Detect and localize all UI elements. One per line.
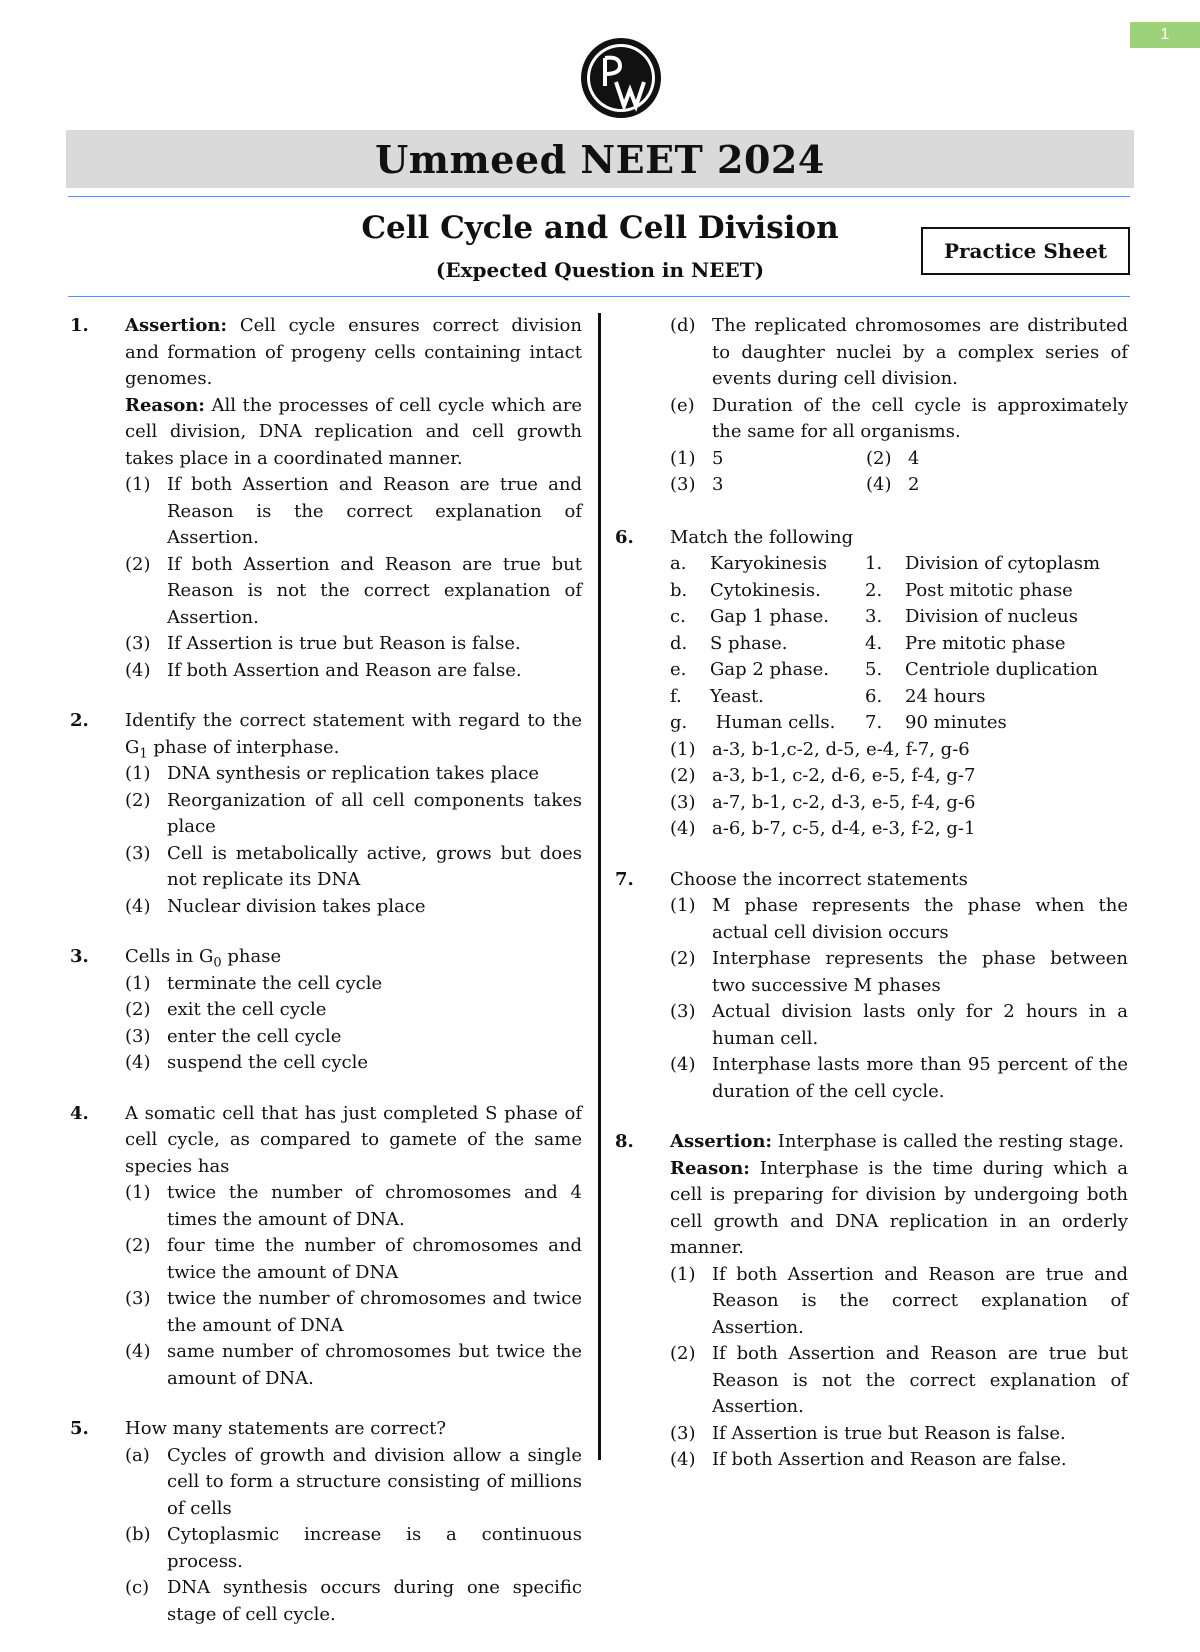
option[interactable]: (1) If both Assertion and Reason are true and Reason is the correct explanation of Assertion. [670,1263,1128,1338]
question-number: 5. [70,1418,89,1439]
option[interactable]: (2) If both Assertion and Reason are true but Reason is not the correct explanation of Assertion. [670,1343,1128,1417]
option[interactable]: (3) Cell is metabolically active, grows but does not replicate its DNA [125,842,582,890]
option[interactable]: (4) a-6, b-7, c-5, d-4, e-3, f-2, g-1 [670,818,976,839]
practice-sheet-badge: Practice Sheet [921,227,1130,275]
option[interactable]: (1) a-3, b-1,c-2, d-5, e-4, f-7, g-6 [670,738,970,760]
option[interactable]: (2) Interphase represents the phase between two successive M phases [670,948,1128,996]
left-column [70,313,582,1652]
question-5-continued [615,313,1128,499]
question-number: 3. [70,946,89,967]
option[interactable]: (1) DNA synthesis or replication takes place [125,763,539,784]
option[interactable]: (3) enter the cell cycle [125,1025,342,1047]
option[interactable]: (2) If both Assertion and Reason are true but Reason is not the correct explanation of Assertion. [125,553,582,628]
question-number: 4. [70,1102,89,1124]
option[interactable]: (2) exit the cell cycle [125,999,327,1020]
option[interactable]: (4) If both Assertion and Reason are false. [670,1449,1067,1470]
reason-text: Reason: All the processes of cell cycle which are cell division, DNA replication and cell growth takes place in a coordinated manner. [125,394,582,469]
option[interactable]: (4) same number of chromosomes but twice the amount of DNA. [125,1341,582,1389]
option[interactable]: (2) four time the number of chromosomes and twice the amount of DNA [125,1235,582,1283]
statement: (a) Cycles of growth and division allow a single cell to form a structure consisting of millions of cells [125,1444,582,1519]
option[interactable]: (4) 2 [866,474,920,495]
question-7 [615,867,1128,1106]
header-title: Ummeed NEET 2024 [375,136,825,182]
question-5 [70,1416,582,1628]
question-number: 7. [615,868,634,890]
question-6 [615,525,1128,843]
question-number: 2. [70,710,89,731]
match-row: e. Gap 2 phase. 5. Centriole duplication [670,659,1098,680]
option[interactable]: (2) 4 [866,447,920,469]
option[interactable]: (4) If both Assertion and Reason are false. [125,659,522,681]
question-number: 8. [615,1131,634,1152]
option[interactable]: (4) Interphase lasts more than 95 percent of the duration of the cell cycle. [670,1054,1128,1102]
match-row: f. Yeast. 6. 24 hours [670,685,986,707]
option[interactable]: (3) twice the number of chromosomes and twice the amount of DNA [125,1288,582,1336]
question-stem: Choose the incorrect statements [670,868,968,890]
option[interactable]: (2) a-3, b-1, c-2, d-6, e-5, f-4, g-7 [670,765,976,786]
question-stem: Match the following [670,526,854,548]
match-row: b. Cytokinesis. 2. Post mitotic phase [670,579,1073,601]
option[interactable]: (1) M phase represents the phase when the actual cell division occurs [670,895,1128,943]
page-number-badge: 1 [1130,22,1200,48]
option[interactable]: (1) terminate the cell cycle [125,972,383,994]
option[interactable]: (1) If both Assertion and Reason are true and Reason is the correct explanation of Assertion. [125,474,582,548]
question-8 [615,1129,1128,1474]
match-row: a. Karyokinesis 1. Division of cytoplasm [670,553,1101,574]
reason-text: Reason: Interphase is the time during which a cell is preparing for division by undergoing both cell growth and DNA replication in an orderly manner. [670,1157,1128,1258]
match-row: d. S phase. 4. Pre mitotic phase [670,632,1066,654]
question-2 [70,708,582,920]
question-1 [70,313,582,684]
option[interactable]: (4) Nuclear division takes place [125,895,426,917]
option[interactable]: (3) a-7, b-1, c-2, d-3, e-5, f-4, g-6 [670,791,976,813]
right-column [615,313,1128,1498]
sheet-title: Cell Cycle and Cell Division [361,210,839,246]
question-number: 1. [70,315,89,336]
statement: (b) Cytoplasmic increase is a continuous process. [125,1524,582,1572]
question-4 [70,1101,582,1393]
header-rule-top [68,196,1130,197]
option[interactable]: (3) If Assertion is true but Reason is false. [670,1422,1066,1444]
option[interactable]: (2) Reorganization of all cell components takes place [125,789,582,837]
option[interactable]: (3) If Assertion is true but Reason is false. [125,633,521,654]
question-stem: How many statements are correct? [125,1418,446,1439]
question-3 [70,944,582,1077]
assertion-text: Assertion: Interphase is called the resting stage. [670,1131,1124,1152]
statement: (c) DNA synthesis occurs during one specific stage of cell cycle. [125,1577,582,1625]
option[interactable]: (4) suspend the cell cycle [125,1052,368,1073]
option[interactable]: (1) twice the number of chromosomes and 4 times the amount of DNA. [125,1182,582,1230]
question-stem: Cells in $G_0$ phase [125,946,282,971]
match-row: g. Human cells. 7. 90 minutes [670,712,1007,733]
pw-logo [580,36,662,120]
option[interactable]: (3) Actual division lasts only for 2 hours in a human cell. [670,1001,1128,1049]
header-banner [66,130,1134,188]
statement: (e) Duration of the cell cycle is approximately the same for all organisms. [670,394,1128,442]
assertion-text: Assertion: Cell cycle ensures correct division and formation of progeny cells containing intact genomes. [125,315,582,389]
match-row: c. Gap 1 phase. 3. Division of nucleus [670,606,1078,627]
question-stem: A somatic cell that has just completed S phase of cell cycle, as compared to gamete of the same species has [125,1102,582,1177]
column-divider [598,313,601,1460]
question-stem: Identify the correct statement with regard to the $G_1$ phase of interphase. [125,710,582,762]
option[interactable]: (1) 5 [670,447,724,469]
sheet-subtitle: (Expected Question in NEET) [435,258,765,282]
option[interactable]: (3) 3 [670,474,724,495]
question-number: 6. [615,526,634,548]
header-rule-bottom [68,296,1130,297]
statement: (d) The replicated chromosomes are distributed to daughter nuclei by a complex series of events during cell division. [670,315,1128,389]
